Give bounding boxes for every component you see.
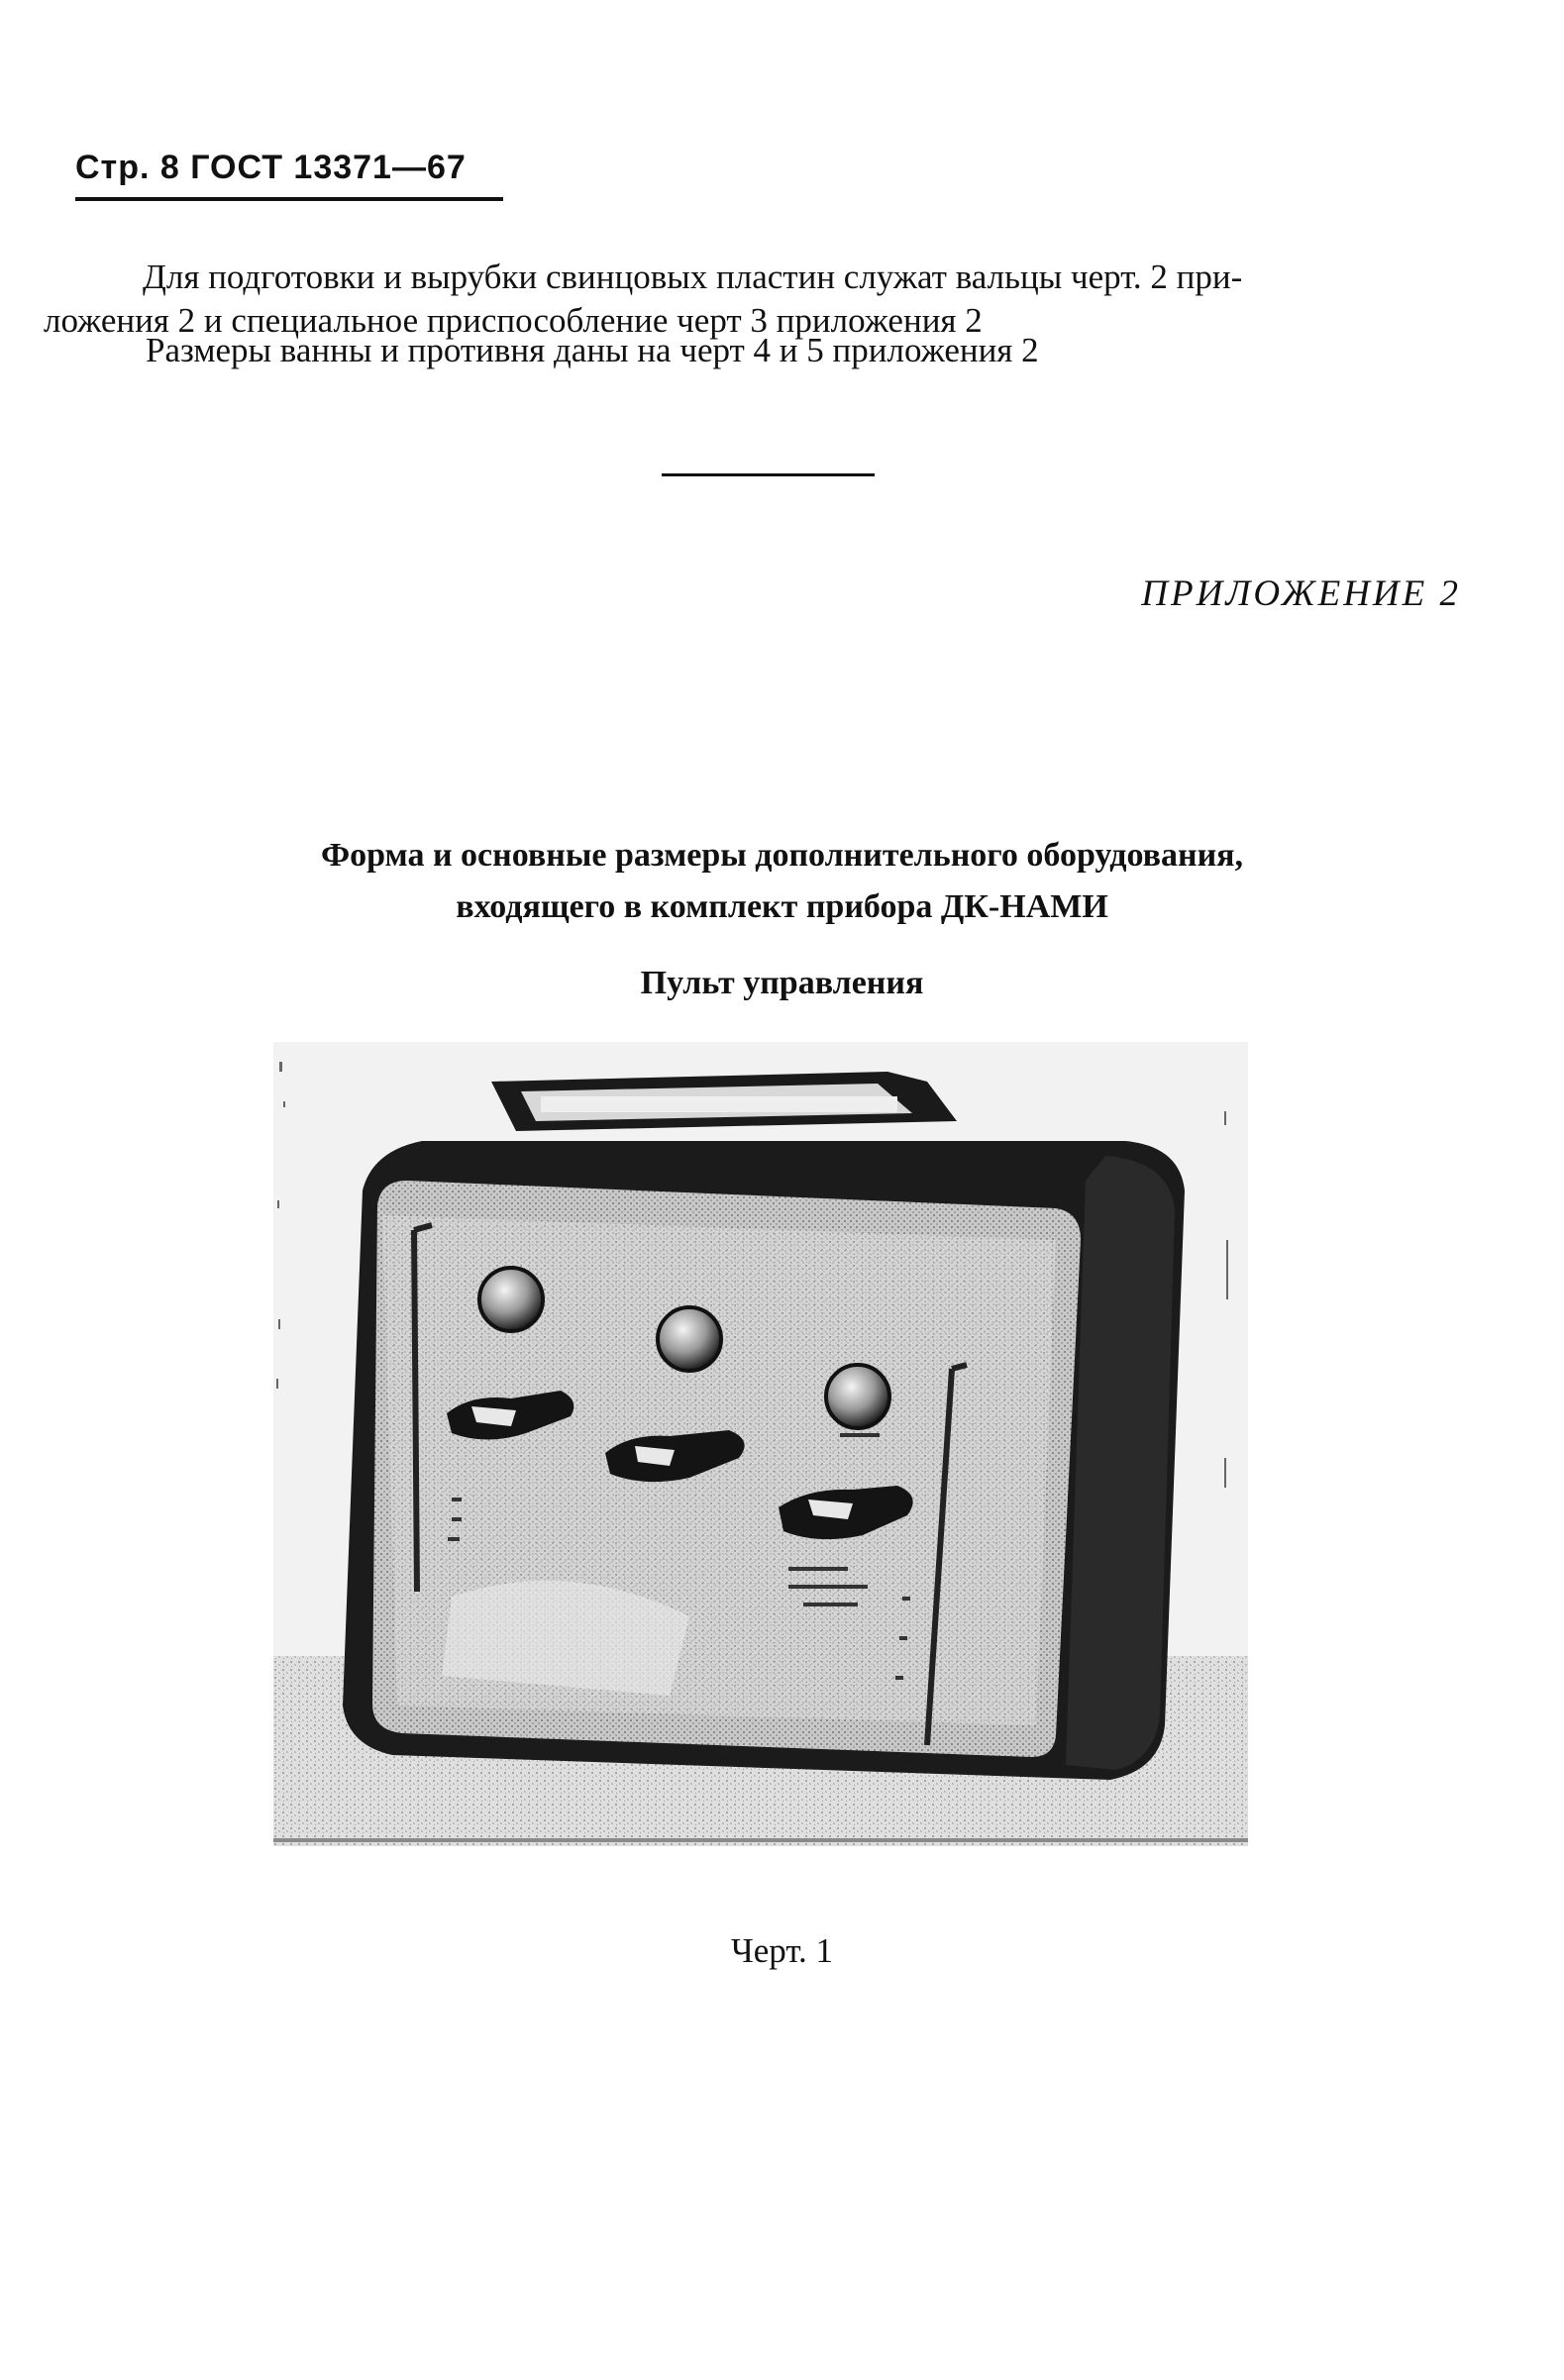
section-title-line-2: входящего в комплект прибора ДК-НАМИ: [456, 888, 1108, 925]
header-rule: [75, 197, 503, 201]
body-paragraph-2: Размеры ванны и противня даны на черт 4 и 5 приложения 2: [146, 331, 1039, 369]
section-title-line-1: Форма и основные размеры дополнительного оборудования,: [320, 837, 1244, 874]
section-subtitle: Пульт управления: [640, 965, 924, 1001]
body-paragraph-1-line-2: ложения 2 и специальное приспособление черт 3 приложения 2: [44, 301, 983, 340]
appendix-label: ПРИЛОЖЕНИЕ 2: [1141, 573, 1461, 614]
section-separator: [662, 473, 875, 476]
figure-caption: Черт. 1: [731, 1931, 833, 1970]
control-panel-photo: [273, 1042, 1248, 1846]
page-header: Стр. 8 ГОСТ 13371—67: [75, 149, 467, 186]
body-paragraph-1-line-1: Для подготовки и вырубки свинцовых пластин служат вальцы черт. 2 при-: [143, 258, 1243, 296]
